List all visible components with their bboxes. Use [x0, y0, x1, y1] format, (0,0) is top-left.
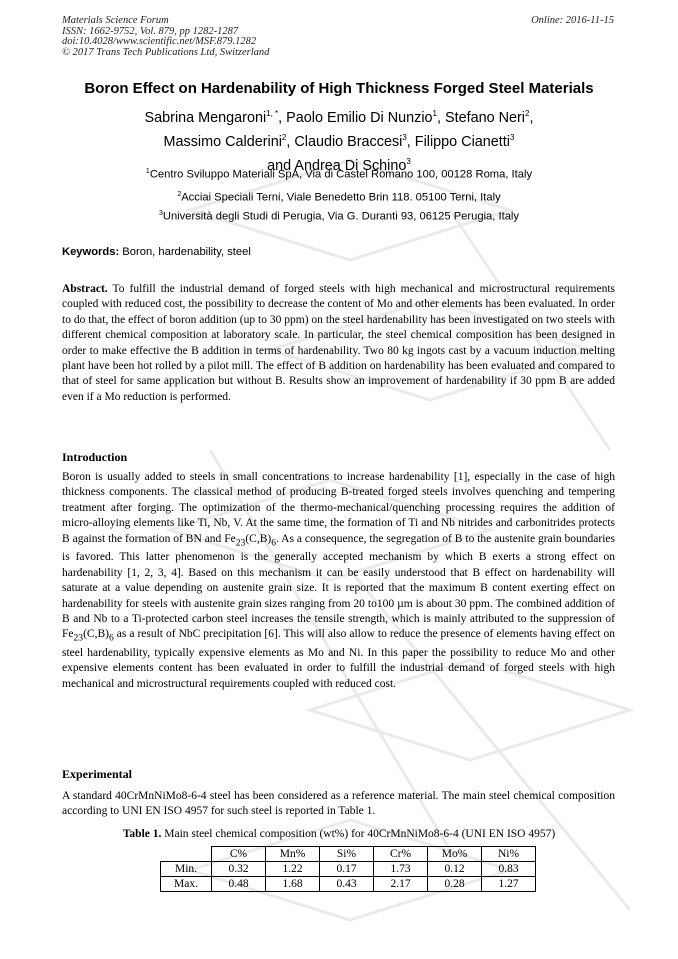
keywords-text: Boron, hardenability, steel	[119, 246, 251, 258]
column-header: Ni%	[482, 847, 536, 862]
abstract	[62, 282, 615, 405]
experimental-paragraph: A standard 40CrMnNiMo8-6-4 steel has been considered as a reference material. The main steel chemical composition according to UNI EN ISO 4957 for such steel is reported in Table 1.	[62, 790, 615, 818]
author-name: and Andrea Di Schino	[267, 157, 407, 174]
table-cell: 1.22	[266, 862, 320, 877]
author-sup: 3	[406, 156, 411, 166]
row-label: Max.	[161, 877, 212, 892]
author-sup: 2	[525, 109, 530, 118]
journal-header	[62, 16, 269, 58]
table-caption: Table 1. Main steel chemical composition (wt%) for 40CrMnNiMo8-6-4 (UNI EN ISO 4957)	[122, 828, 556, 840]
table-label: Table 1.	[122, 828, 162, 840]
column-header: Cr%	[374, 847, 428, 862]
column-header: C%	[212, 847, 266, 862]
table-cell: 0.28	[428, 877, 482, 892]
column-header: Si%	[320, 847, 374, 862]
author-line: Massimo Calderini$^2$, Claudio Braccesi$^3$, Filippo Cianetti$^3$	[163, 132, 515, 150]
author-sup: 1	[432, 109, 437, 118]
author-name: Filippo Cianetti	[414, 133, 510, 150]
table-cell: 1.73	[374, 862, 428, 877]
author-name: Sabrina Mengaroni	[144, 109, 267, 126]
journal-issn: ISSN: 1662-9752, Vol. 879, pp 1282-1287	[62, 25, 239, 37]
journal-copyright: © 2017 Trans Tech Publications Ltd, Switzerland	[62, 46, 270, 58]
table-cell: 0.32	[212, 862, 266, 877]
author-sup: 1, *	[266, 109, 279, 118]
introduction-heading: Introduction	[62, 450, 128, 464]
row-label: Min.	[161, 862, 212, 877]
table-cell: 0.17	[320, 862, 374, 877]
abstract-label: Abstract.	[62, 283, 108, 295]
keywords	[62, 246, 251, 258]
affiliation-3: $^3$Università degli Studi di Perugia, Via G. Duranti 93, 06125 Perugia, Italy	[158, 210, 520, 223]
abstract-text: To fulfill the industrial demand of forged steels with high mechanical and microstructural requirements coupled with reduced cost, the possibility to decrease the content of Mo and other elements has been evaluated. In order to do that, the effect of boron addition (up to 30 ppm) on the steel hardenability has been investigated on two steels with different chemical composition at laboratory scale. In particular, the steel chemical composition has been designed in order to make effective the B addition in terms of hardenability. Two 80 kg ingots cast by a vacuum induction melting plant have been hot rolled by a pilot mill. The effect of B addition on hardenability has been evaluated and compared to that of steel for same application but without B. Results show an improvement of hardenability if 30 ppm B are added even if a Mo reduction is performed.	[62, 283, 615, 403]
table-cell: 1.27	[482, 877, 536, 892]
author-line: Sabrina Mengaroni$^{1, *}$, Paolo Emilio Di Nunzio$^1$, Stefano Neri$^2$,	[144, 109, 534, 126]
affiliation-2: $^2$Acciai Speciali Terni, Viale Benedetto Brin 118. 05100 Terni, Italy	[177, 191, 501, 204]
table-cell: 0.12	[428, 862, 482, 877]
experimental-heading: Experimental	[62, 767, 132, 781]
journal-doi: doi:10.4028/www.scientific.net/MSF.879.1282	[62, 36, 257, 47]
table-cell: 0.83	[482, 862, 536, 877]
table-header-row	[161, 847, 536, 862]
table-cell: 2.17	[374, 877, 428, 892]
table-cell: 0.43	[320, 877, 374, 892]
author-name: Claudio Braccesi	[294, 133, 403, 150]
author-sup: 3	[509, 132, 515, 142]
author-sup: 3	[402, 132, 407, 142]
introduction-paragraph: Boron is usually added to steels in small concentrations to increase hardenability [1], especially in the case of high thickness components. The classical method of producing B-treated forged steels involves quenching and tempering treatment after forging. The optimization of the thermo-mechanical/quenching processing requires the addition of micro-alloying elements like Ti, Nb, V. At the same time, the formation of Ti and Nb nitrides and carbonitrides protects B against the formation of BN and $Fe_{23}(C,B)_6$. As a consequence, the segregation of B to the austenite grain boundaries is favored. This latter phenomenon is the generally accepted mechanism by which B exerts a strong effect on hardenability [1, 2, 3, 4]. Based on this mechanism it can be easily understood that B effect on hardenability will saturate at a value depending on austenite grain size. It is reported that the maximum B content exerting effect on hardenability for steels with austenite grain sizes ranging from 20 to100 µm is about 30 ppm. The combined addition of B and Nb to a Ti-protected carbon steel increases the tensile strength, which is mainly attributed to the suppression of $Fe_{23}(C,B)_6$ as a result of NbC precipitation [6]. This will also allow to reduce the presence of elements having effect on steel hardenability, typically expensive elements as Mo and Ni. In this paper the possibility to reduce Mo and other expensive elements content has been evaluated in order to fulfill the industrial demand of forged steels with high mechanical and microstructural requirements coupled with reduced cost.	[62, 471, 615, 690]
author-list	[60, 104, 618, 175]
online-date: Online: 2016-11-15	[531, 15, 614, 26]
composition-table	[160, 846, 536, 892]
table-cell: 1.68	[266, 877, 320, 892]
paper-title: Boron Effect on Hardenability of High Thickness Forged Steel Materials	[84, 80, 594, 97]
column-header: Mo%	[428, 847, 482, 862]
keywords-label: Keywords:	[62, 246, 120, 258]
table-row	[161, 877, 536, 892]
author-name: Paolo Emilio Di Nunzio	[286, 109, 433, 126]
table-cell: 0.48	[212, 877, 266, 892]
table-row	[161, 862, 536, 877]
author-sup: 2	[281, 132, 287, 142]
affiliation-1: $^1$Centro Sviluppo Materiali SpA, Via di Castel Romano 100, 00128 Roma, Italy	[145, 168, 533, 181]
journal-name: Materials Science Forum	[62, 15, 169, 26]
author-name: Stefano Neri	[445, 109, 525, 126]
table-corner	[161, 847, 212, 862]
column-header: Mn%	[266, 847, 320, 862]
author-name: Massimo Calderini	[163, 133, 282, 150]
